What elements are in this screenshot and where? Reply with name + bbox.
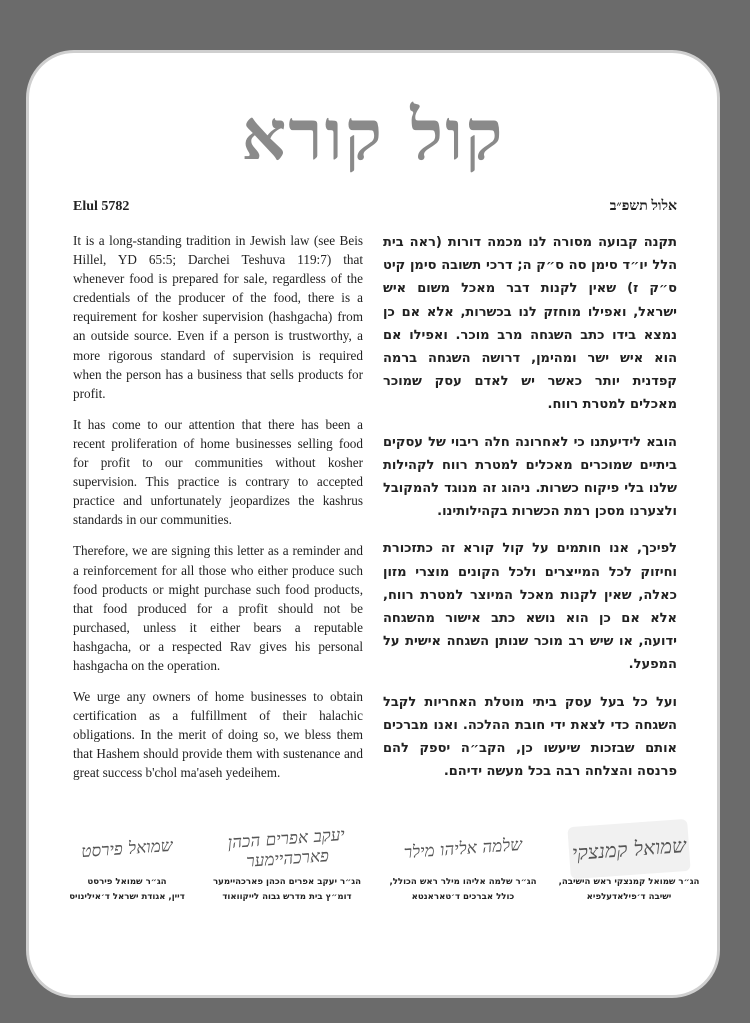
- signer-name: הג״ר יעקב אפרים הכהן פארכהיימער: [212, 877, 362, 887]
- hebrew-paragraph: תקנה קבועה מסורה לנו מכמה דורות (ראה בית הלל יו״ד סימן סה ס״ק ה; דרכי תשובה סימן קיט ס״ק ז) שאין לקנות דבר מאכל משום איש ישראל, ואפילו מוחזק לנו בכשרות, אלא אם כן נמצא בידו כתב השגחה מרב מוכר. ואפילו אם הוא איש ישר ומהימן, דרושה השגחה ברמה קפדנית יותר כאשר יש לאדם עסק שמוכר מאכלים למטרת רווח.: [383, 235, 677, 413]
- english-paragraph: We urge any owners of home businesses to obtain certification as a fulfillment of their halachic obligations. In the merit of doing so, we bless them that Hashem should provide them with sustenance and great success b'chol ma'aseh yedeihem.: [73, 689, 363, 781]
- english-column: [73, 231, 363, 795]
- signature-kamenetsky: [549, 823, 709, 905]
- english-paragraph: Therefore, we are signing this letter as a reminder and a reinforcement for all those who either produce such food products or might purchase such food products, that food produced for a profit should not be purchased, unless it either bears a reputable hashgacha, or a respected Rav gives his personal hashgacha on the operation.: [73, 543, 363, 673]
- signer-title: דיין, אגודת ישראל ד׳אילינויס: [69, 892, 185, 902]
- date-hebrew: אלול תשפ״ב: [609, 199, 677, 214]
- english-paragraph: It is a long-standing tradition in Jewish law (see Beis Hillel, YD 65:5; Darchei Teshuva 119:7) that whenever food is prepared for sale, regardless of the credentials of the producer of the food, there is a requirement for kosher supervision (hashgacha) from an outside source. Even if a person is trustworthy, a more rigorous standard of supervision is required when the person has a business that sells products for profit.: [73, 233, 363, 401]
- signer-name: הג״ר שמואל קמנצקי ראש הישיבה,: [558, 877, 700, 887]
- signer-title: דומ״ץ בית מדרש גבוה לייקוואוד: [222, 892, 352, 902]
- signer-name: הג״ר שלמה אליהו מילר ראש הכולל,: [389, 877, 537, 887]
- hebrew-column: [383, 231, 677, 797]
- hebrew-paragraph: לפיכך, אנו חותמים על קול קורא זה כתזכורת וחיזוק לכל המייצרים ולכל הקונים מוצרי מזון כאלה, שאין לקנות מאכל המיוצר למטרת רווח, אלא אם כן הוא נושא כתב אישור מהשגחה ידועה, או שיש רב מוכר שנותן השגחה אישית על המפעל.: [383, 541, 677, 673]
- handwritten-signature: יעקב אפרים הכהן פארכהיימער: [227, 824, 346, 872]
- signer-title: כולל אברכים ד׳טאראנטא: [411, 892, 515, 902]
- signature-miller: [383, 823, 543, 905]
- english-paragraph: It has come to our attention that there has been a recent proliferation of home businesses selling food for profit to our communities without kosher supervision. This practice is contrary to accepted practice and unfortunately jeopardizes the kashrus standards in our communities.: [73, 416, 363, 528]
- signature-forchheimer: [207, 823, 367, 905]
- signer-name: הג״ר שמואל פירסט: [87, 877, 167, 887]
- signature-fuerst: [47, 823, 207, 905]
- date-english: Elul 5782: [73, 199, 130, 214]
- handwritten-signature: שמואל פירסט: [80, 835, 174, 863]
- handwritten-signature: שמואל קמנצקי: [567, 819, 690, 879]
- page-title: קול קורא: [241, 93, 505, 176]
- signer-title: ישיבה ד׳פילאדעלפיא: [586, 892, 672, 902]
- letter-card: [26, 50, 720, 998]
- handwritten-signature: שלמה אליהו מילר: [403, 834, 523, 864]
- hebrew-paragraph: ועל כל בעל עסק ביתי מוטלת האחריות לקבל השגחה כדי לצאת ידי חובת ההלכה. ואנו מברכים אותם שבזכות שיעשו כן, הקב״ה יספק להם פרנסה והצלחה רבה בכל מעשה ידיהם.: [383, 694, 677, 780]
- hebrew-paragraph: הובא לידיעתנו כי לאחרונה חלה ריבוי של עסקים ביתיים שמוכרים מאכלים למטרת רווח לקהילות שלנו בלי פיקוח כשרות. ניהוג זה מנוגד להמקובל ולצערנו מסכן רמת הכשרות בקהילותינו.: [383, 434, 677, 520]
